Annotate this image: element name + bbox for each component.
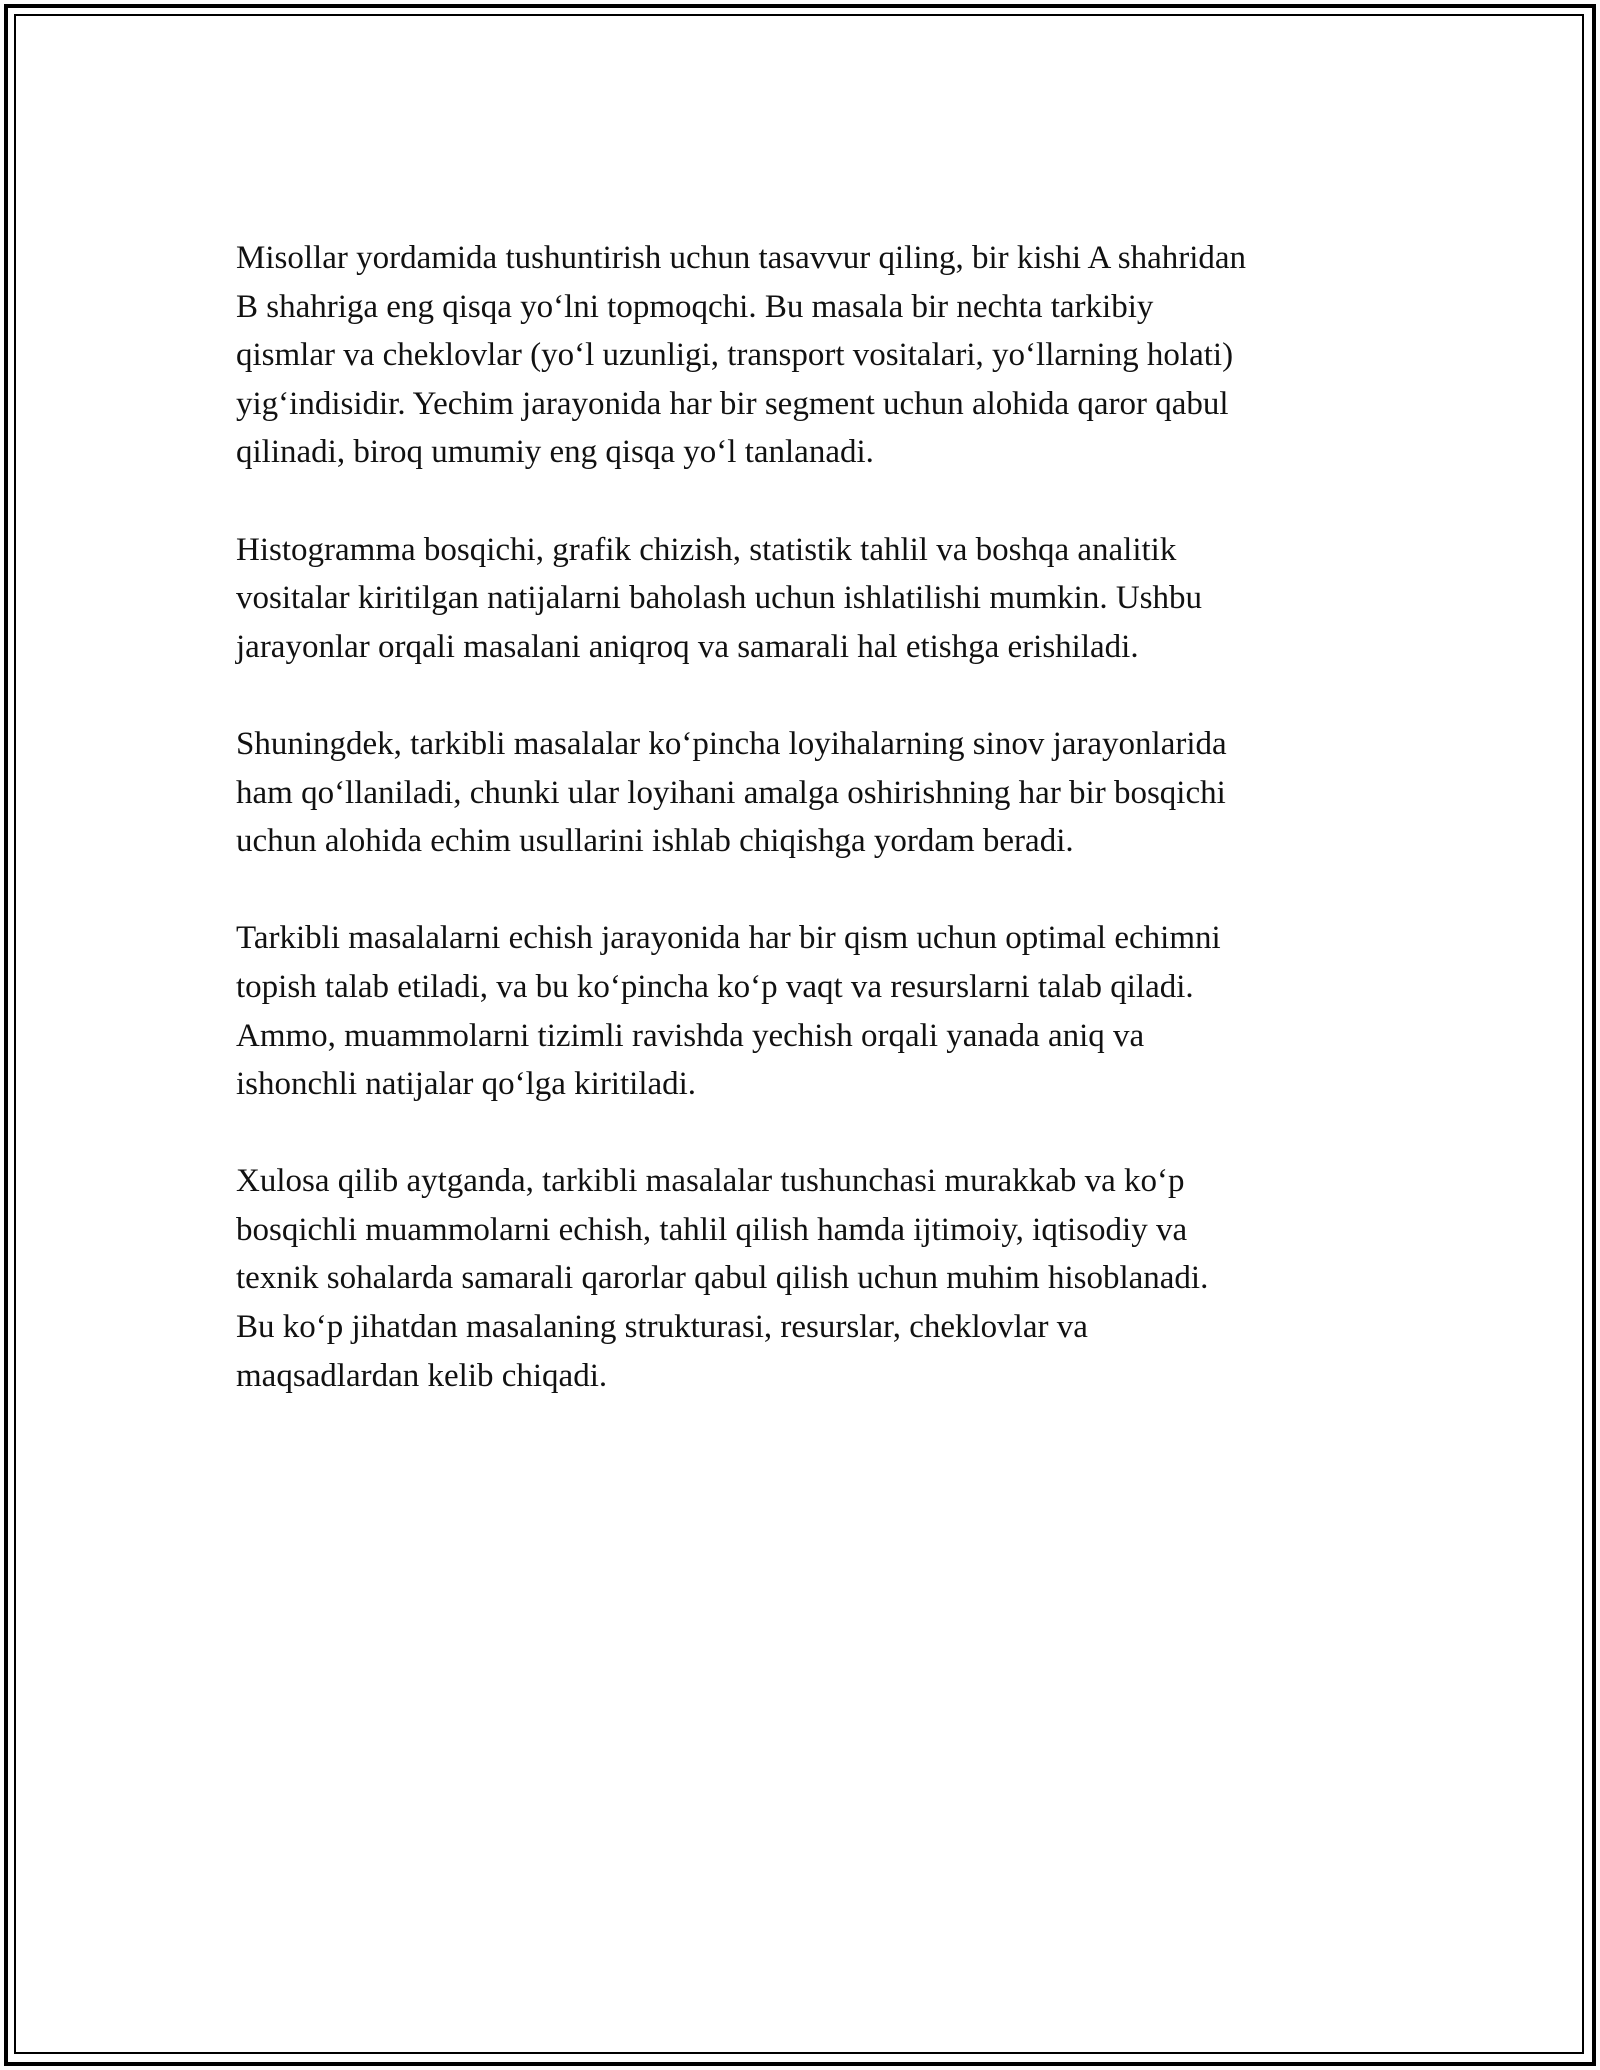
paragraph-analytic-tools: Histogramma bosqichi, grafik chizish, statistik tahlil va boshqa analitik vositalar kiritilgan natijalarni baholash uchun ishlatilishi mumkin. Ushbu jarayonlar orqali masalani aniqroq va samarali hal etishga erishiladi. <box>236 531 1203 665</box>
paragraph-conclusion: Xulosa qilib aytganda, tarkibli masalalar tushunchasi murakkab va ko‘p bosqichli muammolarni echish, tahlil qilish hamda ijtimoiy, iqtisodiy va texnik sohalarda samarali qarorlar qabul qilish uchun muhim hisoblanadi. Bu ko‘p jihatdan masalaning strukturasi, resurslar, cheklovlar va maqsadlardan kelib chiqadi. <box>236 1163 1209 1394</box>
paragraph-optimal-solution: Tarkibli masalalarni echish jarayonida har bir qism uchun optimal echimni topish talab etiladi, va bu ko‘pincha ko‘p vaqt va resurslarni talab qiladi. Ammo, muammolarni tizimli ravishda yechish orqali yanada aniq va ishonchli natijalar qo‘lga kiritiladi. <box>236 920 1221 1103</box>
paragraph-project-testing: Shuningdek, tarkibli masalalar ko‘pincha loyihalarning sinov jarayonlarida ham qo‘llaniladi, chunki ular loyihani amalga oshirishning har bir bosqichi uchun alohida echim usullarini ishlab chiqishga yordam beradi. <box>236 725 1227 860</box>
document-body <box>236 234 1386 1449</box>
paragraph-route-example: Misollar yordamida tushuntirish uchun tasavvur qiling, bir kishi A shahridan B shahriga eng qisqa yo‘lni topmoqchi. Bu masala bir nechta tarkibiy qismlar va cheklovlar (yo‘l uzunligi, transport vositalari, yo‘llarning holati) yig‘indisidir. Yechim jarayonida har bir segment uchun alohida qaror qabul qilinadi, biroq umumiy eng qisqa yo‘l tanlanadi. <box>236 240 1247 471</box>
